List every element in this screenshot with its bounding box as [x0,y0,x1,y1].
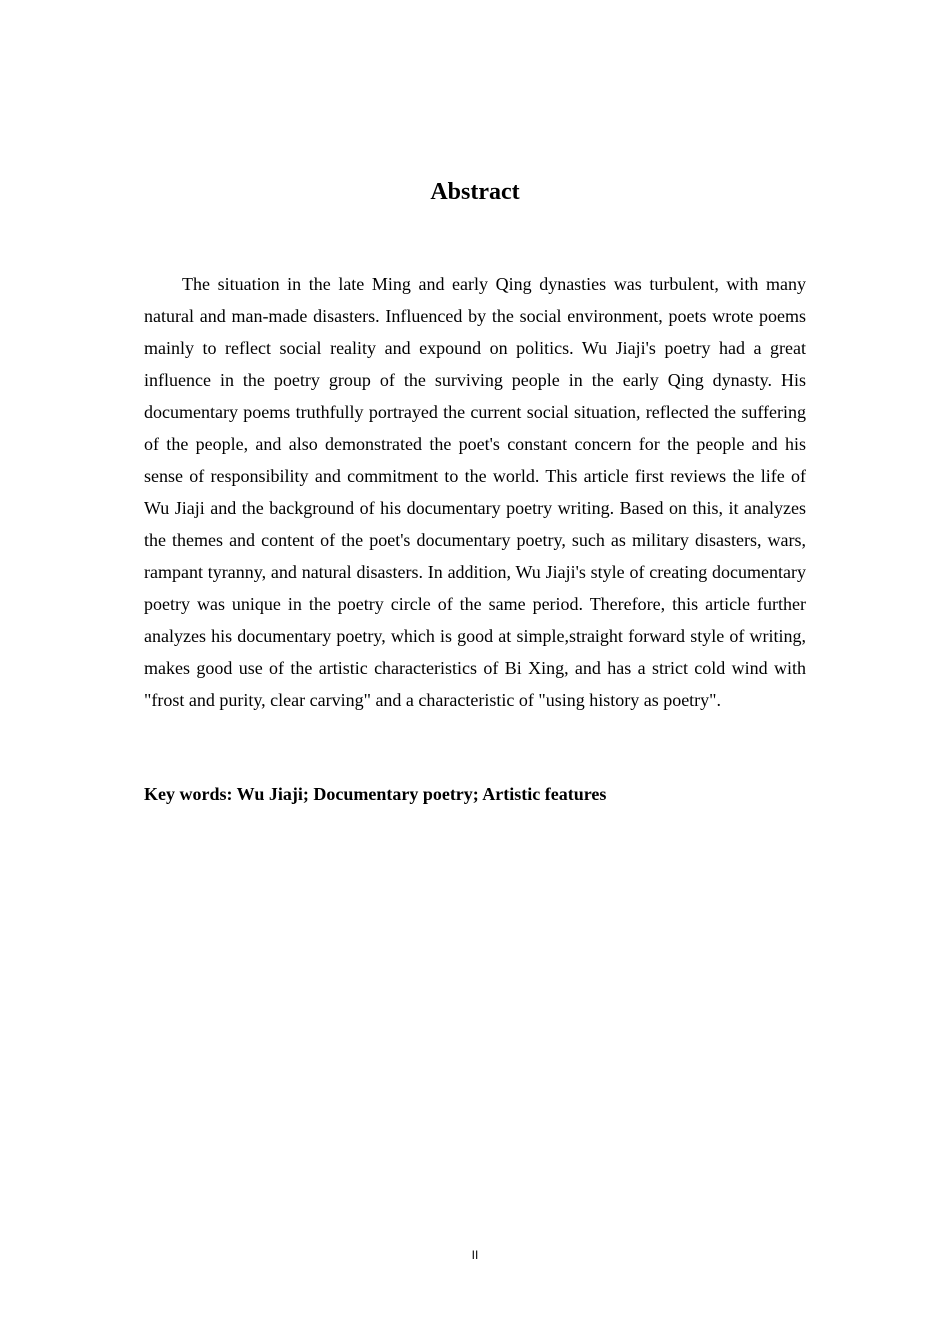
keywords-line: Key words: Wu Jiaji; Documentary poetry; Artistic features [144,784,607,804]
abstract-title: Abstract [430,179,520,205]
page-number: II [471,1248,479,1262]
abstract-paragraph: The situation in the late Ming and early Qing dynasties was turbulent, with many natural and man-made disasters. Influenced by the social environment, poets wrote poems mainly to reflect social reality and expound on politics. Wu Jiaji's poetry had a great influence in the poetry group of the surviving people in the early Qing dynasty. His documentary poems truthfully portrayed the current social situation, reflected the suffering of the people, and also demonstrated the poet's constant concern for the people and his sense of responsibility and commitment to the world. This article first reviews the life of Wu Jiaji and the background of his documentary poetry writing. Based on this, it analyzes the themes and content of the poet's documentary poetry, such as military disasters, wars, rampant tyranny, and natural disasters. In addition, Wu Jiaji's style of creating documentary poetry was unique in the poetry circle of the same period. Therefore, this article further analyzes his documentary poetry, which is good at simple,straight forward style of writing, makes good use of the artistic characteristics of Bi Xing, and has a strict cold wind with "frost and purity, clear carving" and a characteristic of "using history as poetry". [144,274,806,710]
